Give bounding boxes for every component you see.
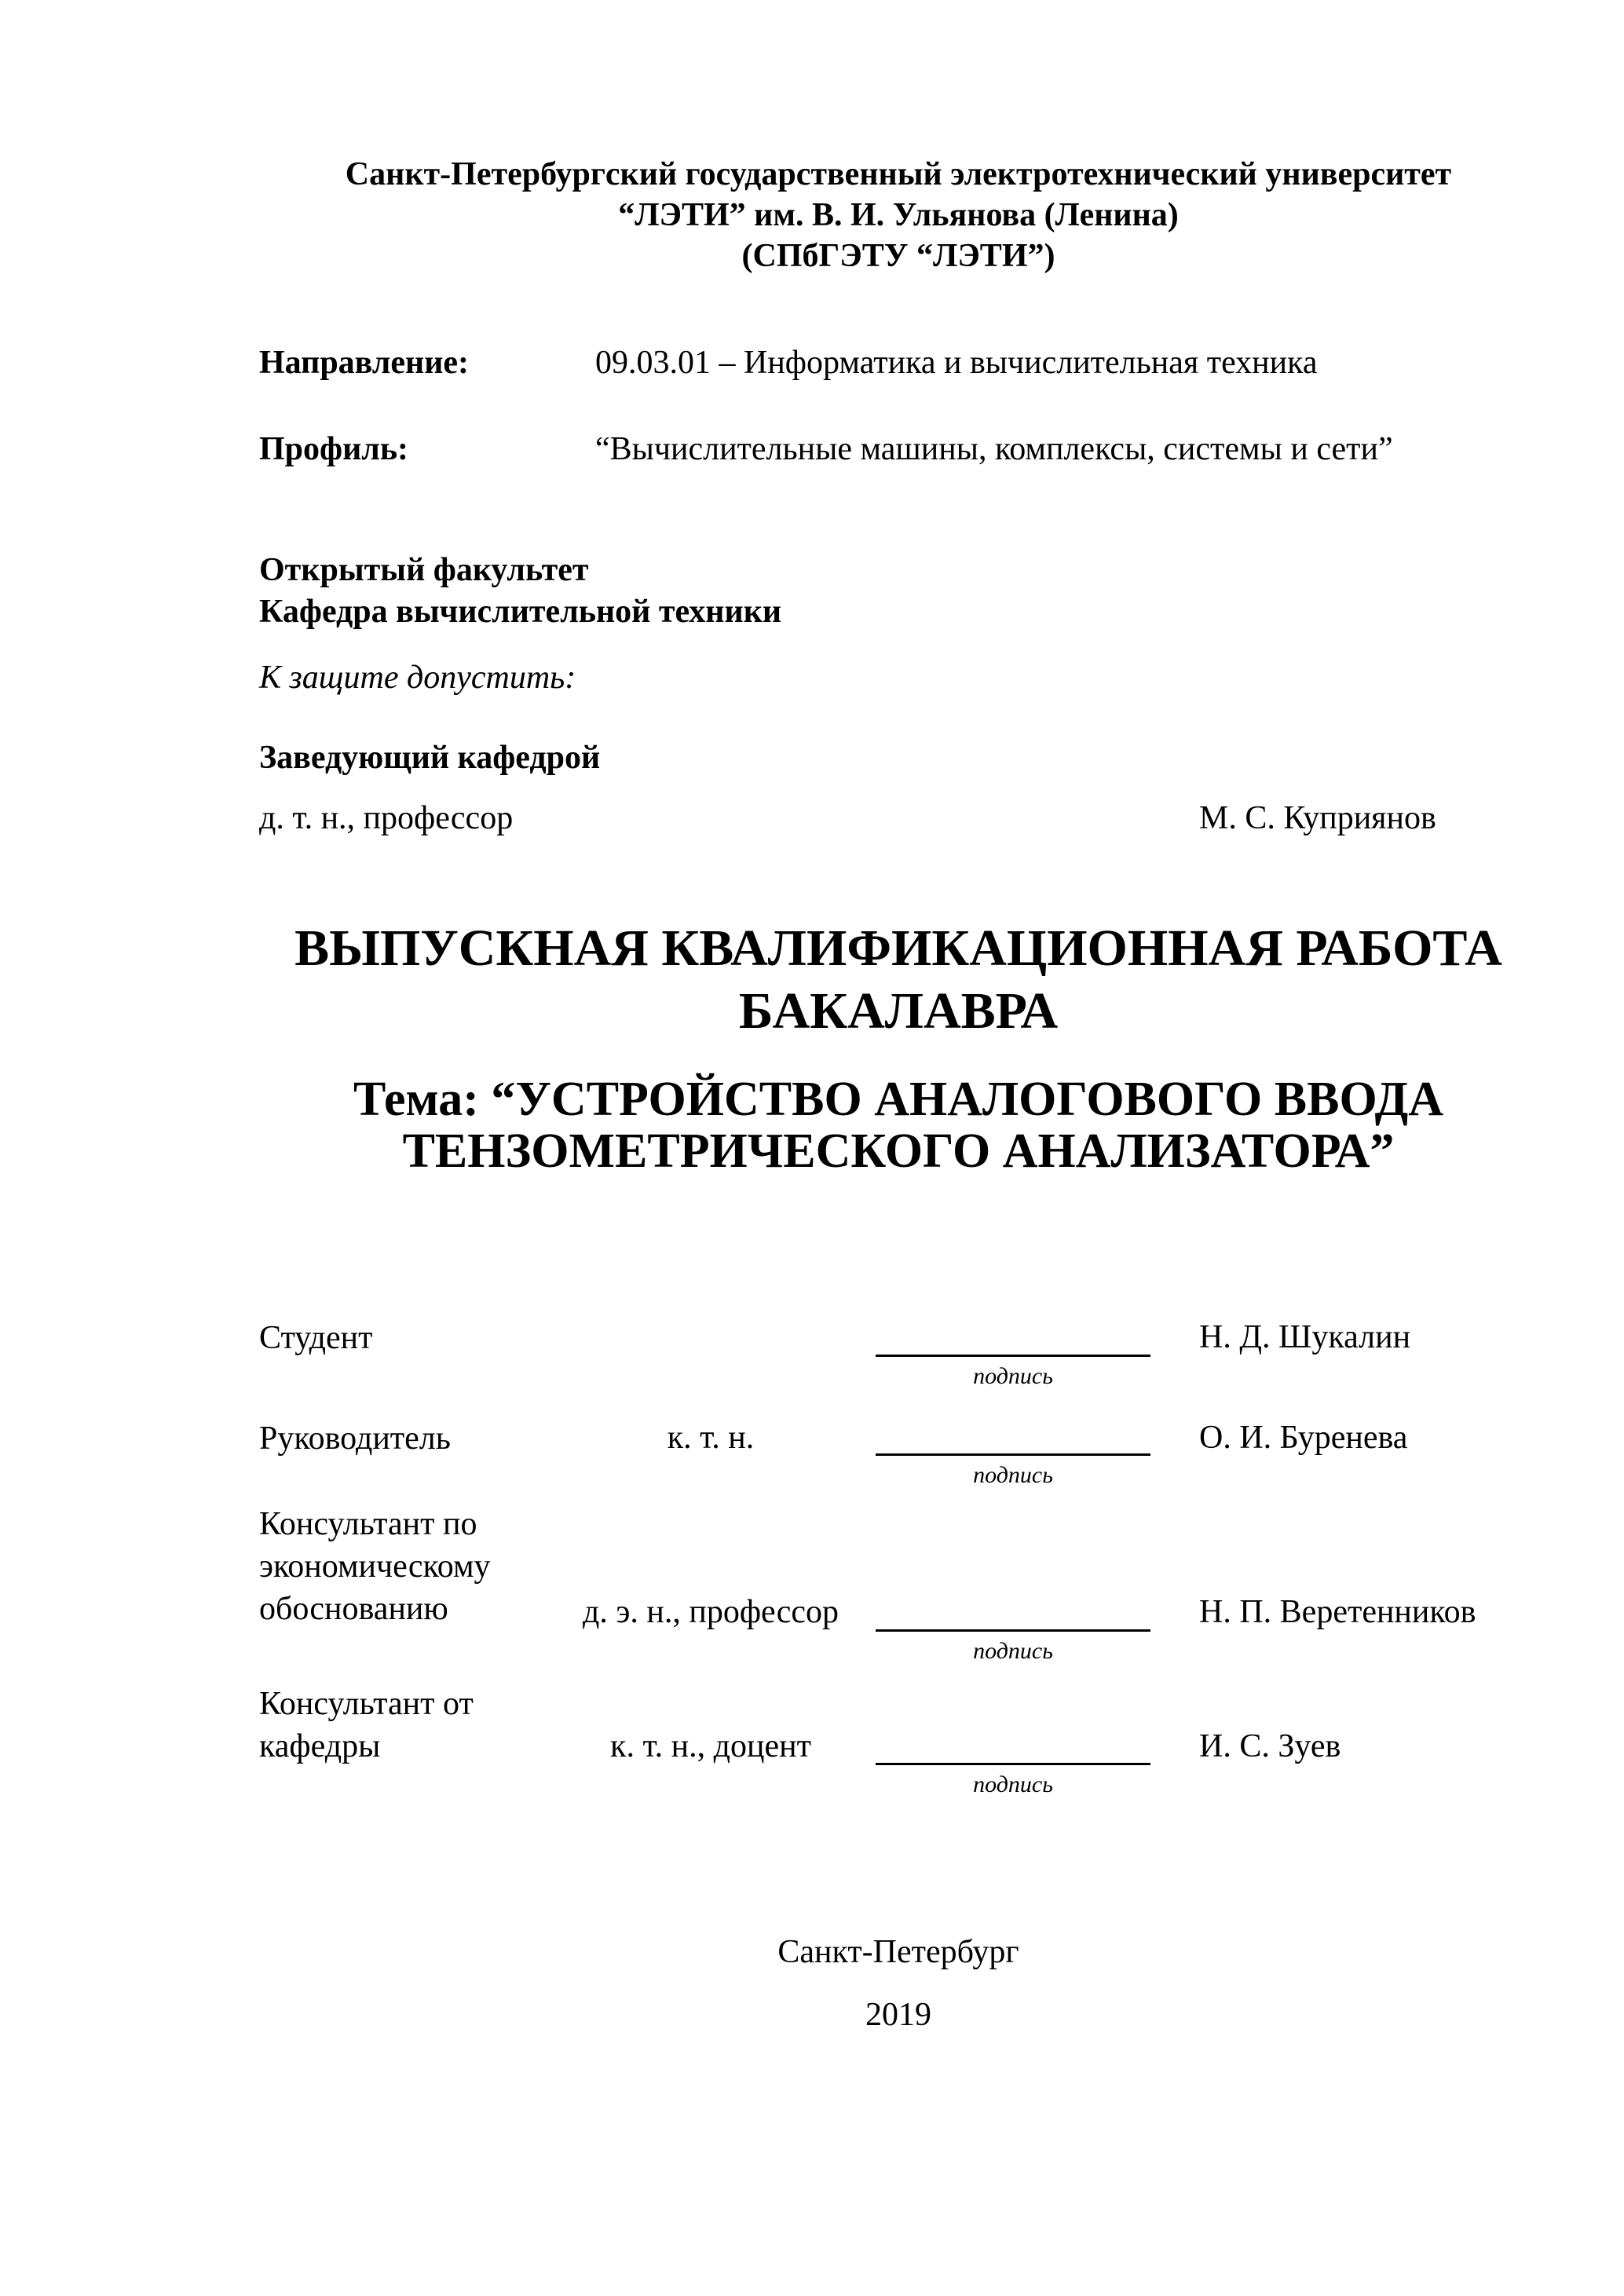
signatory-degree-supervisor: к. т. н.	[667, 1420, 755, 1456]
signatory-name-student: Н. Д. Шукалин	[1199, 1319, 1411, 1355]
department-head-degree: д. т. н., профессор	[259, 800, 514, 836]
department-name: Кафедра вычислительной техники	[259, 594, 782, 630]
signature-line	[876, 1763, 1150, 1765]
theme-line1: Тема: “УСТРОЙСТВО АНАЛОГОВОГО ВВОДА	[353, 1073, 1444, 1126]
work-type-line2: БАКАЛАВРА	[738, 982, 1059, 1040]
signature-caption: подпись	[973, 1638, 1053, 1664]
signatory-degree-department-consultant: к. т. н., доцент	[610, 1728, 811, 1764]
signature-line	[876, 1453, 1150, 1456]
signature-caption: подпись	[973, 1462, 1053, 1488]
signatory-name-department-consultant: И. С. Зуев	[1199, 1728, 1341, 1764]
university-name-line2: “ЛЭТИ” им. В. И. Ульянова (Ленина)	[618, 197, 1179, 233]
signatory-role-supervisor: Руководитель	[259, 1420, 451, 1457]
signatory-role-economic-consultant: Консультант по экономическому обоснованию	[259, 1506, 491, 1627]
university-abbreviation: (СПбГЭТУ “ЛЭТИ”)	[741, 238, 1055, 274]
signature-block-department-consultant	[876, 1763, 1150, 1798]
theme-line2: ТЕНЗОМЕТРИЧЕСКОГО АНАЛИЗАТОРА”	[402, 1124, 1395, 1178]
direction-label: Направление:	[259, 345, 470, 381]
work-type-title	[259, 917, 1538, 1043]
year: 2019	[865, 1997, 931, 2033]
direction-value: 09.03.01 – Информатика и вычислительная техника	[595, 345, 1318, 381]
faculty-name: Открытый факультет	[259, 552, 589, 588]
theme-title	[259, 1073, 1538, 1177]
signatory-role-department-consultant: Консультант от кафедры	[259, 1686, 474, 1764]
signature-block-student	[876, 1355, 1150, 1390]
profile-label: Профиль:	[259, 431, 409, 467]
department-head-title: Заведующий кафедрой	[259, 740, 601, 776]
signature-caption: подпись	[973, 1363, 1053, 1389]
signatory-name-economic-consultant: Н. П. Веретенников	[1199, 1594, 1476, 1630]
signature-line	[876, 1355, 1150, 1357]
city: Санкт-Петербург	[777, 1934, 1019, 1970]
university-name-line1: Санкт-Петербургский государственный электротехнический университет	[345, 156, 1452, 192]
signature-caption: подпись	[973, 1771, 1053, 1797]
signatory-name-supervisor: О. И. Буренева	[1199, 1420, 1408, 1456]
signature-line	[876, 1629, 1150, 1632]
profile-value: “Вычислительные машины, комплексы, системы и сети”	[595, 431, 1393, 467]
university-header	[259, 154, 1538, 276]
signature-block-economic-consultant	[876, 1629, 1150, 1665]
signatory-degree-economic-consultant: д. э. н., профессор	[582, 1594, 839, 1630]
department-head-name: М. С. Куприянов	[1199, 800, 1436, 836]
signature-block-supervisor	[876, 1453, 1150, 1489]
signatory-role-student: Студент	[259, 1320, 373, 1356]
admission-note: К защите допустить:	[259, 660, 576, 696]
work-type-line1: ВЫПУСКНАЯ КВАЛИФИКАЦИОННАЯ РАБОТА	[294, 919, 1502, 977]
